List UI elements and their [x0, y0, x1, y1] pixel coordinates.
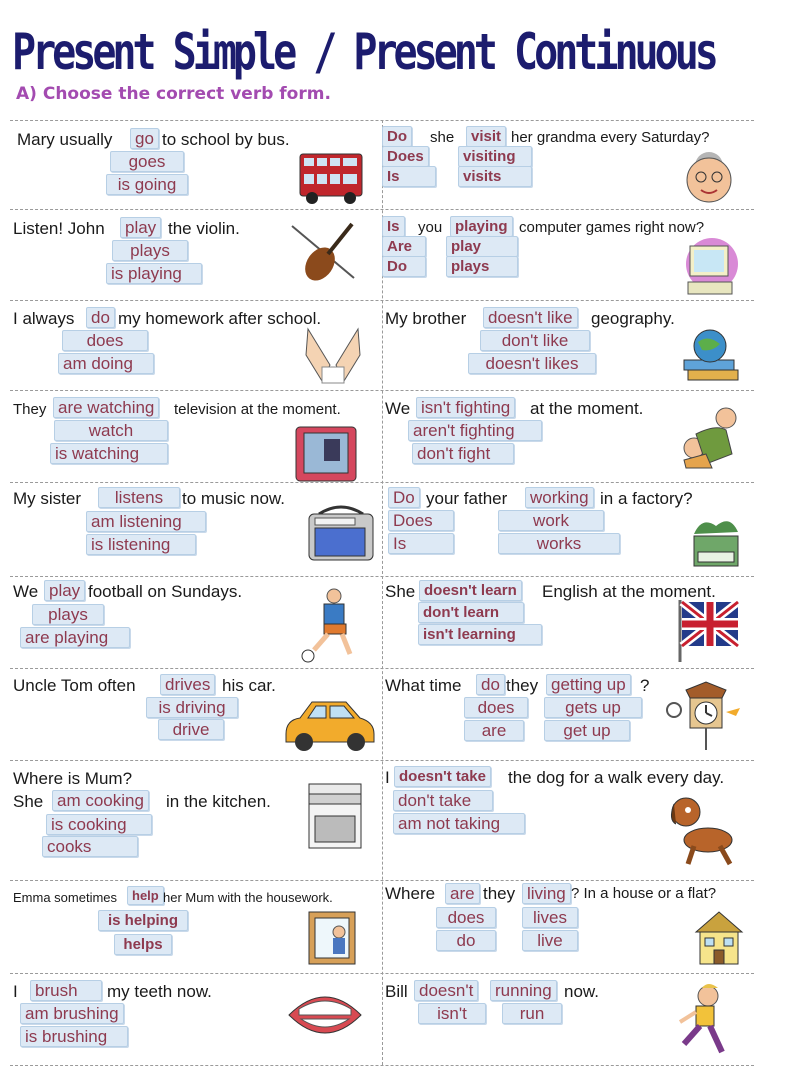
option-1[interactable]: listens [98, 487, 180, 508]
option-3[interactable]: don't fight [412, 443, 514, 464]
option-1[interactable]: isn't fighting [416, 397, 515, 418]
sentence-end: geography. [591, 309, 675, 328]
option-2[interactable]: is cooking [46, 814, 152, 835]
option-3[interactable]: isn't learning [418, 624, 542, 645]
option-1[interactable]: do [86, 307, 115, 328]
option-1[interactable]: doesn't [414, 980, 478, 1001]
option-2[interactable]: am brushing [20, 1003, 124, 1024]
option-1[interactable]: doesn't like [483, 307, 578, 328]
sentence-start: Mary usually [17, 130, 113, 149]
option-1[interactable]: go [130, 128, 159, 149]
sentence-end: the violin. [168, 219, 240, 238]
option-6[interactable]: plays [446, 256, 518, 277]
option-2[interactable]: playing [450, 216, 513, 237]
option-3[interactable]: is listening [86, 534, 196, 555]
grandma-icon [680, 150, 738, 208]
option-1[interactable]: am cooking [52, 790, 149, 811]
sentence-end: television at the moment. [174, 401, 341, 418]
dog-icon [666, 790, 742, 868]
bus-icon [296, 148, 366, 206]
car-icon [282, 696, 376, 754]
sentence-start: They [13, 401, 47, 418]
option-3[interactable]: is going [106, 174, 188, 195]
option-2[interactable]: getting up [546, 674, 631, 695]
sentence-end: the dog for a walk every day. [508, 768, 725, 787]
option-2[interactable]: am listening [86, 511, 206, 532]
sentence-end: her Mum with the housework. [163, 890, 333, 905]
sentence-end: ? [640, 676, 650, 695]
sentence-end: ? In a house or a flat? [571, 885, 717, 902]
option-6[interactable]: get up [544, 720, 630, 741]
option-3[interactable]: doesn't likes [468, 353, 596, 374]
option-3[interactable]: are playing [20, 627, 130, 648]
option-1[interactable]: help [127, 886, 164, 905]
option-2[interactable]: plays [32, 604, 104, 625]
option-3[interactable]: is watching [50, 443, 168, 464]
sentence-end: now. [564, 982, 599, 1001]
sentence-word: they [483, 884, 516, 903]
option-4[interactable]: work [498, 510, 604, 531]
option-1[interactable]: play [44, 580, 85, 601]
row-divider [10, 390, 754, 391]
row-divider [10, 973, 754, 974]
sentence-end: my teeth now. [107, 982, 212, 1001]
sentence-line1: Where is Mum? [13, 769, 133, 788]
stove-icon [303, 780, 367, 852]
sentence-start: I always [13, 309, 75, 328]
sentence-start: My brother [385, 309, 467, 328]
sentence-end: her grandma every Saturday? [511, 129, 710, 146]
row-divider [10, 668, 754, 669]
sentence-start: I [13, 982, 18, 1001]
option-2[interactable]: visit [466, 126, 506, 147]
sentence-start: Where [385, 884, 436, 903]
sentence-start: We [385, 399, 411, 418]
sentence-start: Emma sometimes [13, 890, 118, 905]
option-5[interactable]: Do [382, 256, 426, 277]
cuckoo-clock-icon [664, 680, 744, 756]
sentence-end: to music now. [182, 489, 285, 508]
option-4[interactable]: lives [522, 907, 578, 928]
option-5[interactable]: are [464, 720, 524, 741]
option-2[interactable]: working [525, 487, 594, 508]
house-icon [694, 910, 744, 966]
option-2[interactable]: don't learn [418, 602, 524, 623]
row-divider [10, 576, 754, 577]
option-6[interactable]: works [498, 533, 620, 554]
sentence-end: in the kitchen. [166, 792, 271, 811]
sentence-end: football on Sundays. [88, 582, 243, 601]
sentence-start: She [13, 792, 44, 811]
option-3[interactable]: am doing [58, 353, 154, 374]
row-divider [10, 880, 754, 881]
sentence-end: my homework after school. [118, 309, 322, 328]
option-3[interactable]: helps [114, 934, 172, 955]
sentence-start: I [385, 768, 390, 787]
sentence-word: your father [426, 489, 508, 508]
option-2[interactable]: plays [112, 240, 188, 261]
option-3[interactable]: Does [388, 510, 454, 531]
option-1[interactable]: drives [160, 674, 215, 695]
sentence-end: his car. [222, 676, 276, 695]
football-player-icon [298, 588, 364, 664]
row-divider [10, 209, 754, 210]
sentence-start: Uncle Tom often [13, 676, 136, 695]
row-divider [10, 760, 754, 761]
option-1[interactable]: do [476, 674, 505, 695]
option-2[interactable]: don't take [393, 790, 493, 811]
option-3[interactable]: Are [382, 236, 426, 257]
option-3[interactable]: is playing [106, 263, 202, 284]
option-3[interactable]: drive [158, 719, 224, 740]
row-divider [10, 1065, 754, 1066]
option-2[interactable]: goes [110, 151, 184, 172]
option-1[interactable]: Do [382, 126, 412, 147]
hands-icon [300, 325, 366, 387]
row-divider [10, 300, 754, 301]
option-2[interactable]: is helping [98, 910, 188, 931]
page-title: Present Simple / Present Continuous [12, 24, 715, 82]
running-boy-icon [660, 982, 740, 1060]
option-4[interactable]: gets up [544, 697, 642, 718]
sentence-end: to school by bus. [162, 130, 290, 149]
option-2[interactable]: don't like [480, 330, 590, 351]
row-divider [10, 482, 754, 483]
option-1[interactable]: Do [388, 487, 420, 508]
option-1[interactable]: are [445, 883, 480, 904]
computer-icon [680, 236, 740, 300]
option-2[interactable]: does [62, 330, 148, 351]
uk-flag-icon [678, 598, 740, 662]
sentence-word: she [430, 129, 455, 146]
sentence-start: What time [385, 676, 462, 695]
option-3[interactable]: isn't [418, 1003, 486, 1024]
option-3[interactable]: is brushing [20, 1026, 128, 1047]
option-1[interactable]: doesn't take [394, 766, 491, 787]
option-2[interactable]: living [522, 883, 571, 904]
option-1[interactable]: play [120, 217, 161, 238]
violin-icon [290, 218, 360, 290]
sentence-start: Bill [385, 982, 408, 1001]
factory-icon [690, 512, 742, 568]
sentence-end: English at the moment. [542, 582, 716, 601]
option-2[interactable]: is driving [146, 697, 238, 718]
teeth-icon [285, 985, 365, 1047]
sentence-word: they [506, 676, 539, 695]
option-5[interactable]: Is [388, 533, 454, 554]
option-1[interactable]: Is [382, 216, 405, 237]
radio-icon [305, 500, 377, 564]
sentence-end: computer games right now? [519, 219, 705, 236]
option-2[interactable]: running [490, 980, 557, 1001]
tv-icon [294, 425, 358, 483]
option-6[interactable]: visits [458, 166, 532, 187]
sentence-end: in a factory? [600, 489, 693, 508]
option-4[interactable]: run [502, 1003, 562, 1024]
option-3[interactable]: does [436, 907, 496, 928]
globe-books-icon [680, 328, 742, 388]
option-2[interactable]: watch [54, 420, 168, 441]
option-3[interactable]: cooks [42, 836, 138, 857]
sentence-word: you [418, 219, 443, 236]
option-4[interactable]: play [446, 236, 518, 257]
option-3[interactable]: Does [382, 146, 429, 167]
option-1[interactable]: doesn't learn [419, 580, 522, 601]
option-3[interactable]: am not taking [393, 813, 525, 834]
option-3[interactable]: does [464, 697, 528, 718]
option-5[interactable]: do [436, 930, 496, 951]
option-4[interactable]: visiting [458, 146, 532, 167]
sentence-start: My sister [13, 489, 81, 508]
fighting-kids-icon [676, 404, 744, 470]
instruction: A) Choose the correct verb form. [16, 84, 331, 104]
option-6[interactable]: live [522, 930, 578, 951]
sentence-start: We [13, 582, 39, 601]
option-1[interactable]: are watching [53, 397, 159, 418]
option-1[interactable]: brush [30, 980, 102, 1001]
option-2[interactable]: aren't fighting [408, 420, 542, 441]
sentence-start: She [385, 582, 416, 601]
window-cleaning-icon [307, 910, 357, 966]
sentence-start: Listen! John [13, 219, 105, 238]
row-divider [10, 120, 754, 121]
sentence-end: at the moment. [530, 399, 644, 418]
option-5[interactable]: Is [382, 166, 436, 187]
